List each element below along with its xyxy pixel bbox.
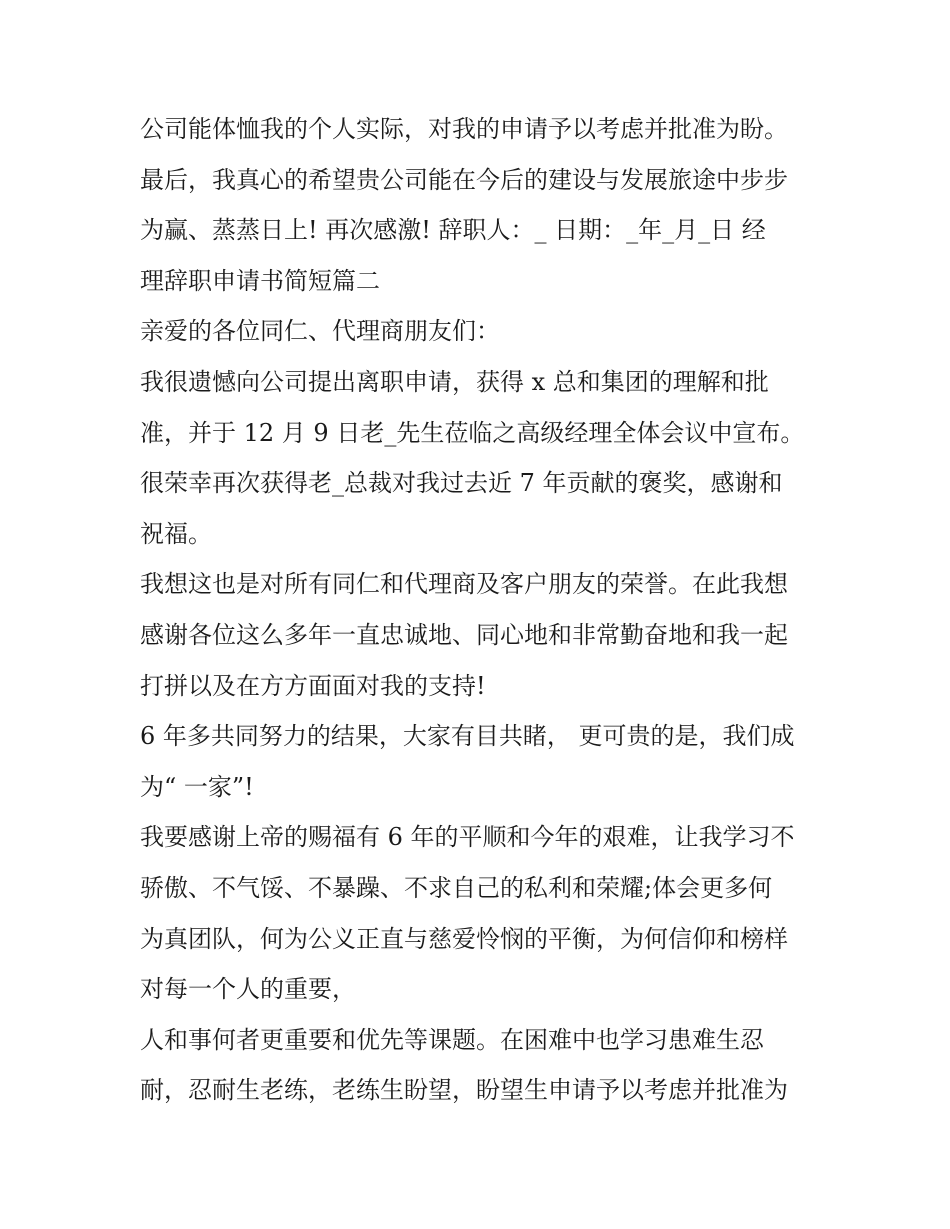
- document-body: [140, 104, 830, 1116]
- text-line-16: 骄傲、不气馁、不暴躁、不求自己的私利和荣耀;体会更多何: [140, 873, 773, 902]
- text-line-15: 我要感谢上帝的赐福有 6 年的平顺和今年的艰难，让我学习不: [140, 823, 795, 852]
- text-line-2: 最后，我真心的希望贵公司能在今后的建设与发展旅途中步步: [140, 165, 788, 194]
- text-line-13: 6 年多共同努力的结果，大家有目共睹， 更可贵的是，我们成: [140, 722, 795, 751]
- text-line-11: 感谢各位这么多年一直忠诚地、同心地和非常勤奋地和我一起: [140, 620, 788, 649]
- text-line-14: 为“ 一家”!: [140, 772, 254, 801]
- text-line-6: 我很遗憾向公司提出离职申请，获得 x 总和集团的理解和批: [140, 367, 769, 396]
- text-line-4: 理辞职申请书简短篇二: [140, 266, 380, 295]
- text-line-19: 人和事何者更重要和优先等课题。在困难中也学习患难生忍: [140, 1025, 764, 1054]
- text-line-8: 很荣幸再次获得老_总裁对我过去近 7 年贡献的褒奖，感谢和: [140, 469, 783, 498]
- text-line-12: 打拼以及在方方面面对我的支持!: [140, 671, 486, 700]
- text-line-9: 祝福。: [140, 519, 212, 548]
- text-line-18: 对每一个人的重要，: [140, 975, 356, 1004]
- text-line-7: 准，并于 12 月 9 日老_先生莅临之高级经理全体会议中宣布。: [140, 418, 805, 447]
- text-line-3: 为赢、蒸蒸日上! 再次感激! 辞职人：_ 日期：_年_月_日 经: [140, 216, 766, 245]
- text-line-20: 耐，忍耐生老练，老练生盼望，盼望生申请予以考虑并批准为: [140, 1076, 788, 1105]
- text-line-10: 我想这也是对所有同仁和代理商及客户朋友的荣誉。在此我想: [140, 570, 788, 599]
- text-line-1: 公司能体恤我的个人实际，对我的申请予以考虑并批准为盼。: [140, 115, 788, 143]
- text-line-17: 为真团队，何为公义正直与慈爱怜悯的平衡，为何信仰和榜样: [140, 924, 788, 953]
- text-line-5: 亲爱的各位同仁、代理商朋友们：: [140, 317, 500, 346]
